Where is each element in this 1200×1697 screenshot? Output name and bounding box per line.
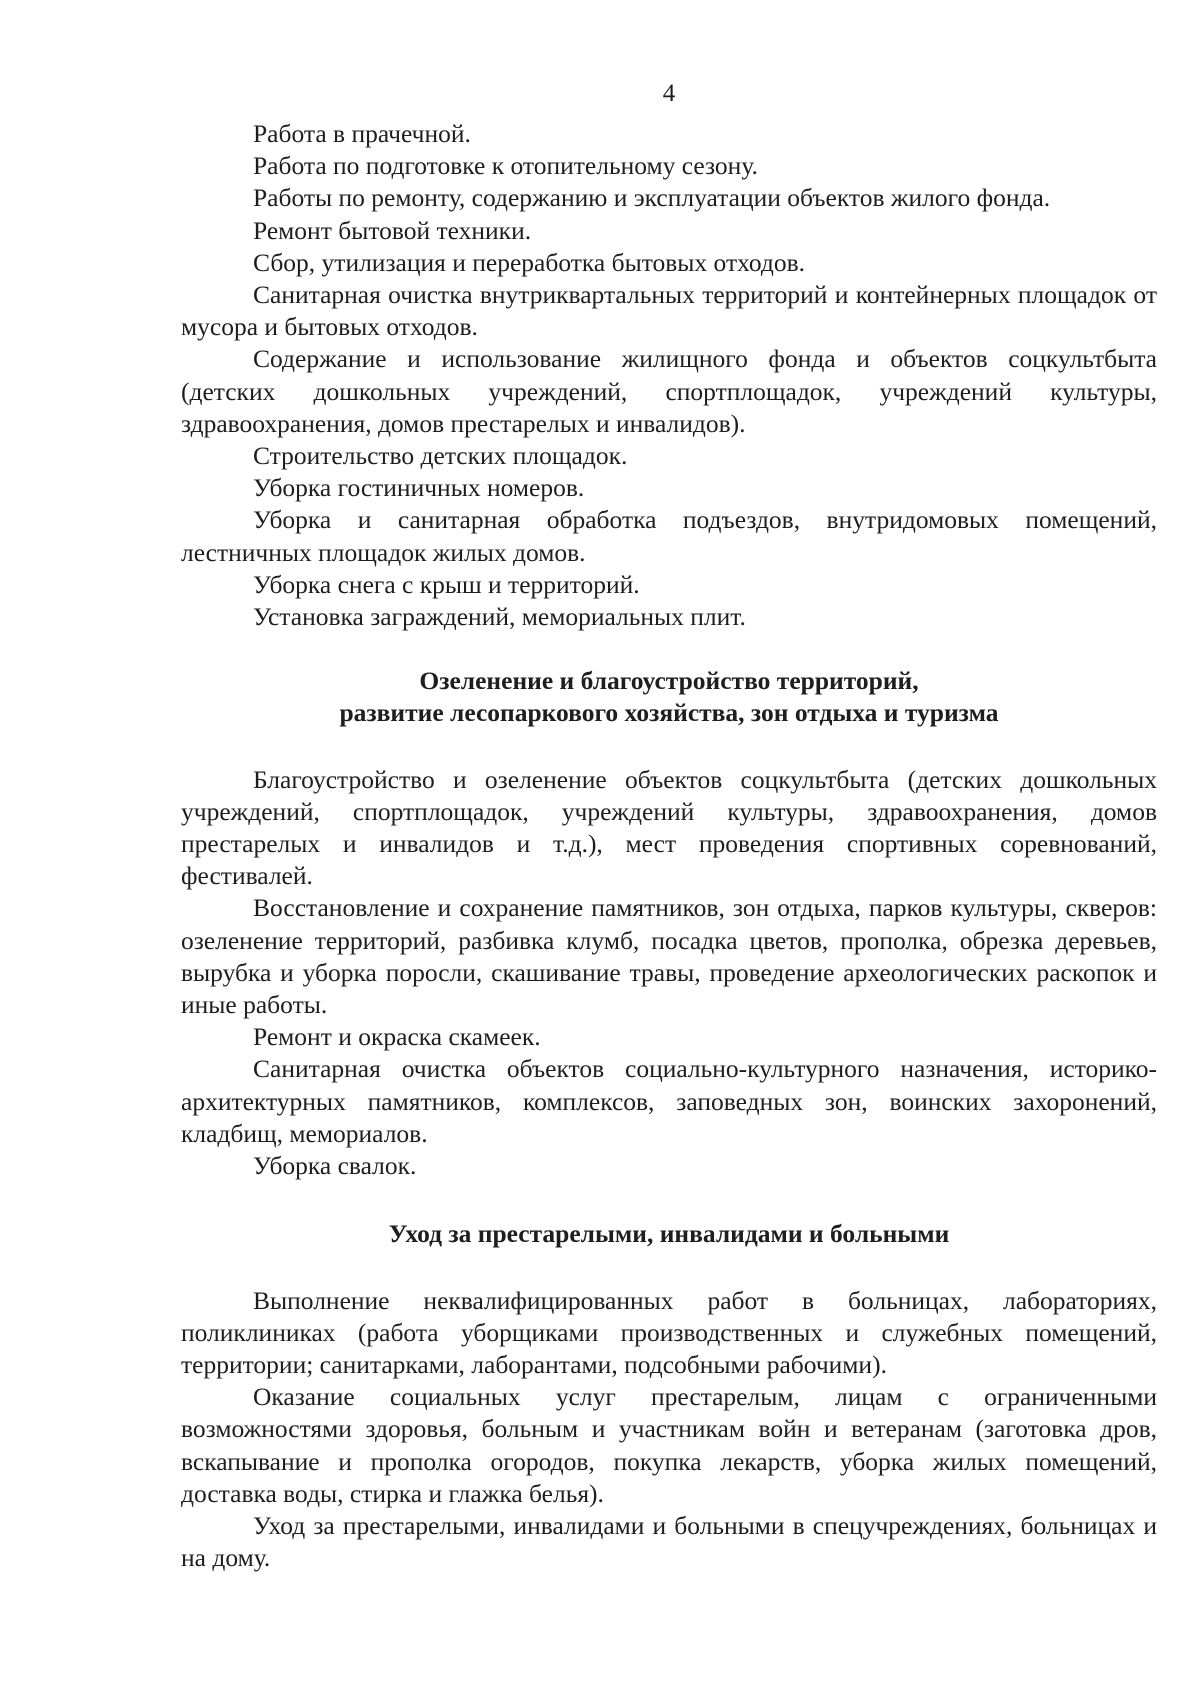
- paragraph: Уход за престарелыми, инвалидами и больными в спецучреждениях, больницах и на дому.: [181, 1510, 1157, 1573]
- paragraph: Сбор, утилизация и переработка бытовых отходов.: [253, 247, 806, 277]
- heading-line: Озеленение и благоустройство территорий,: [419, 666, 919, 696]
- paragraph: Уборка снега с крыш и территорий.: [253, 569, 640, 599]
- paragraph: Работа по подготовке к отопительному сезону.: [253, 151, 758, 181]
- paragraph: Санитарная очистка внутриквартальных территорий и контейнерных площадок от мусора и бытовых отходов.: [181, 280, 1157, 342]
- section-heading-landscaping: [181, 665, 1157, 729]
- document-body: [181, 118, 1157, 1574]
- paragraph: Работа в прачечной.: [253, 119, 471, 148]
- page-number: 4: [662, 80, 676, 107]
- paragraph: Восстановление и сохранение памятников, зон отдыха, парков культуры, скверов: озеленение территорий, разбивка клумб, посадка цветов, прополка, обрезка деревьев, вырубка и уборка поросли, скашивание травы, проведение археологических раскопок и иные работы.: [181, 893, 1157, 1020]
- paragraph: Уборка и санитарная обработка подъездов, внутридомовых помещений, лестничных площадок жилых домов.: [181, 505, 1157, 567]
- section-heading-elderly-care: Уход за престарелыми, инвалидами и больными: [388, 1219, 950, 1249]
- paragraph: Санитарная очистка объектов социально-культурного назначения, историко-архитектурных памятников, комплексов, заповедных зон, воинских захоронений, кладбищ, мемориалов.: [181, 1054, 1157, 1148]
- paragraph: Благоустройство и озеленение объектов соцкультбыта (детских дошкольных учреждений, спортплощадок, учреждений культуры, здравоохранения, домов престарелых и инвалидов и т.д.), мест проведения спортивных соревнований, фестивалей.: [181, 764, 1157, 891]
- paragraph: Выполнение неквалифицированных работ в больницах, лабораториях, поликлиниках (работа уборщиками производственных и служебных помещений, территории; санитарками, лаборантами, подсобными рабочими).: [181, 1285, 1157, 1379]
- paragraph: Оказание социальных услуг престарелым, лицам с ограниченными возможностями здоровья, больным и участникам войн и ветеранам (заготовка дров, вскапывание и прополка огородов, покупка лекарств, уборка жилых помещений, доставка воды, стирка и глажка белья).: [181, 1382, 1157, 1508]
- paragraph: Установка заграждений, мемориальных плит.: [253, 602, 746, 632]
- paragraph: Строительство детских площадок.: [253, 441, 628, 471]
- paragraph: Ремонт и окраска скамеек.: [253, 1022, 541, 1052]
- paragraph: Содержание и использование жилищного фонда и объектов соцкультбыта (детских дошкольных учреждений, спортплощадок, учреждений культуры, здравоохранения, домов престарелых и инвалидов).: [181, 344, 1157, 438]
- paragraph: Уборка свалок.: [253, 1151, 417, 1181]
- heading-line: развитие лесопаркового хозяйства, зон отдыха и туризма: [339, 698, 999, 728]
- paragraph: Уборка гостиничных номеров.: [253, 473, 585, 503]
- paragraph: Работы по ремонту, содержанию и эксплуатации объектов жилого фонда.: [253, 183, 1051, 213]
- paragraph: Ремонт бытовой техники.: [253, 215, 532, 245]
